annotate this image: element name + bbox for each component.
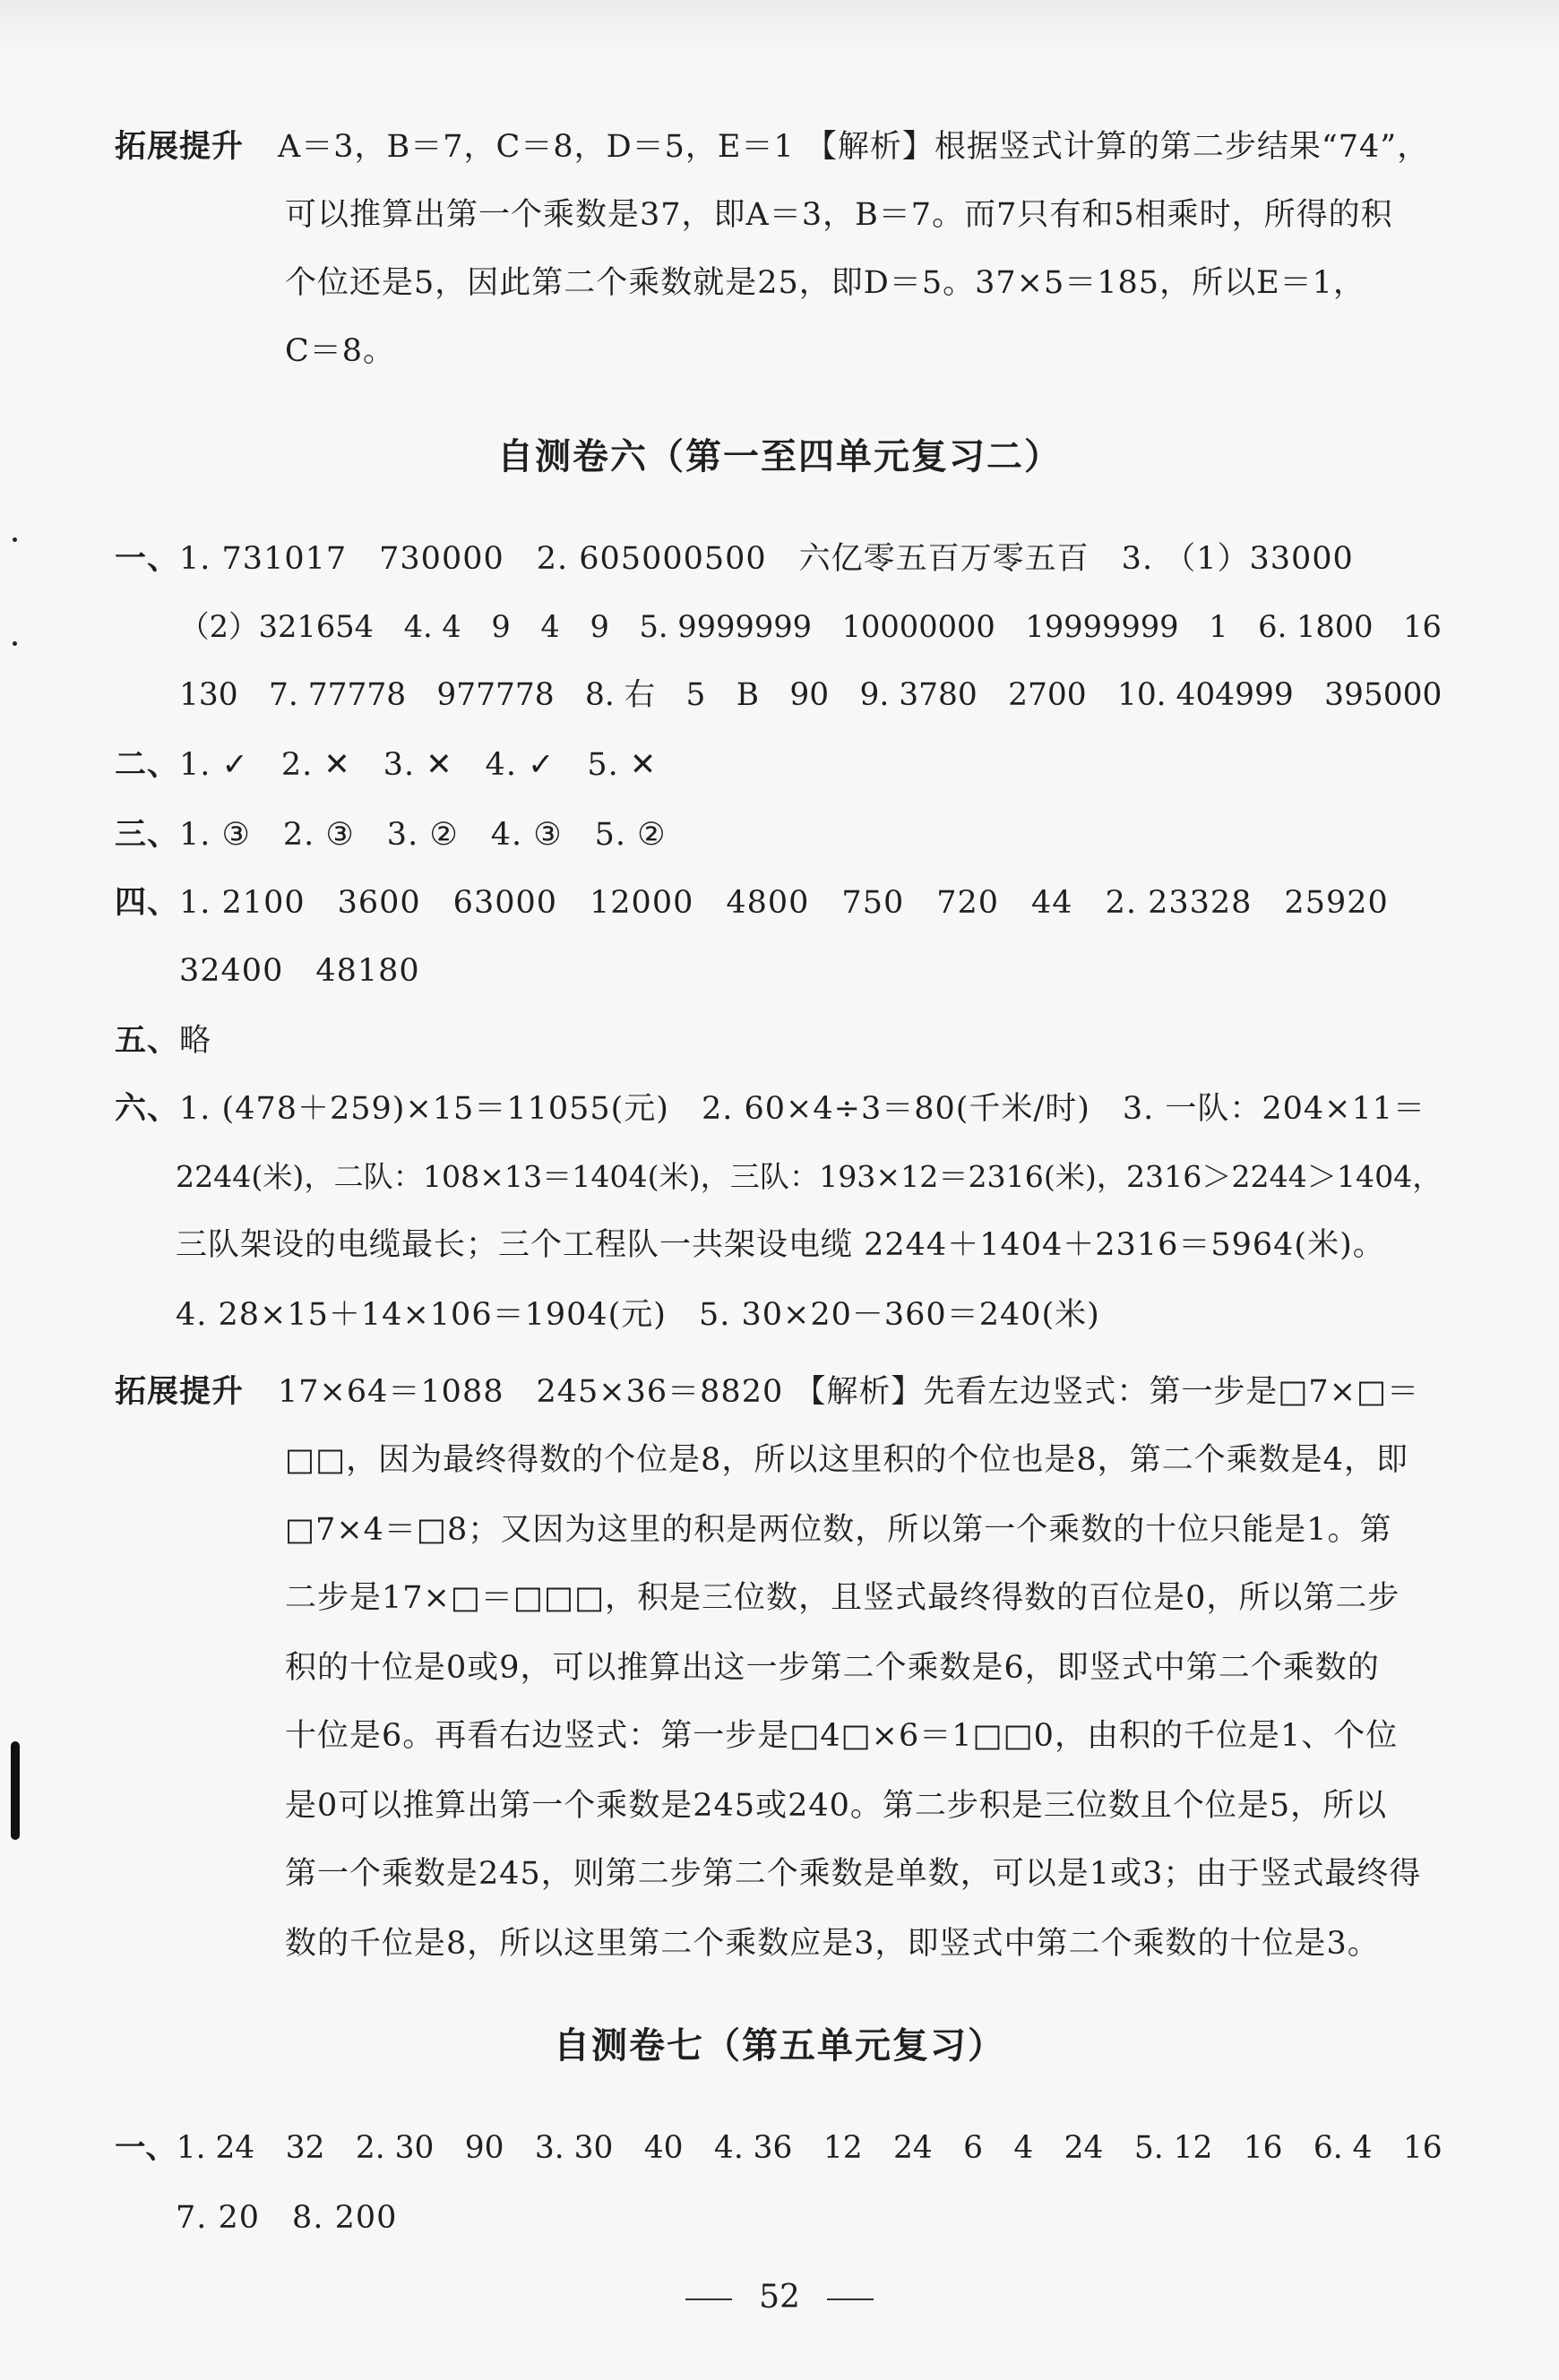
answer-line [115,1019,211,1062]
section-label: 六、 [115,1091,180,1127]
section-label: 一、 [115,2130,177,2166]
section-label: 四、 [115,885,180,921]
section-label: 五、 [115,1023,180,1059]
answer-line [285,1714,1398,1757]
footer-dash [827,2298,874,2300]
answer-line [179,949,420,992]
answer-text: 个位还是5，因此第二个乘数就是25，即D＝5。37×5＝185，所以E＝1， [285,265,1365,301]
answer-line [115,743,657,786]
scan-shadow [0,0,1559,54]
answer-line [115,813,667,856]
page-number: 52 [759,2279,800,2316]
answer-line [285,1784,1387,1827]
section-label: 拓展提升 [115,1374,245,1410]
answer-text: 十位是6。再看右边竖式：第一步是□4□×6＝1□□0，由积的千位是1、个位 [285,1718,1399,1754]
answer-text: C＝8。 [285,333,396,369]
answer-line [115,1370,1419,1413]
answer-line [285,262,1365,305]
answer-line [176,2196,397,2239]
section-label: 三、 [115,817,180,853]
answer-text: 32400 48180 [179,953,420,989]
answer-line [285,1646,1380,1689]
answer-text: 17×64＝1088 245×36＝8820 【解析】先看左边竖式：第一步是□7×□＝ [278,1374,1420,1410]
answer-text: 三队架设的电缆最长；三个工程队一共架设电缆 2244＋1404＋2316＝5964(米)。 [176,1227,1385,1263]
footer-dash [685,2298,732,2300]
answer-line [285,1577,1400,1620]
answer-text: A＝3，B＝7，C＝8，D＝5，E＝1 【解析】根据竖式计算的第二步结果“74”， [278,129,1430,165]
section-label: 拓展提升 [115,129,245,165]
section-label: 一、 [115,541,180,577]
answer-line [115,125,1429,168]
answer-line [115,537,1354,580]
answer-text: 是0可以推算出第一个乘数是245或240。第二步积是三位数且个位是5，所以 [285,1788,1388,1824]
answer-text: 数的千位是8，所以这里第二个乘数应是3，即竖式中第二个乘数的十位是3。 [285,1926,1380,1962]
answer-line [176,1224,1385,1267]
answer-line [176,1156,1442,1199]
section-label: 二、 [115,747,180,783]
section-title: 自测卷七（第五单元复习） [554,2025,1005,2066]
answer-text: 1. (478＋259)×15＝11055(元) 2. 60×4÷3＝80(千米/时) 3. 一队：204×11＝ [179,1091,1426,1127]
binding-mark [11,1741,20,1840]
answer-text: 1. 731017 730000 2. 605000500 六亿零五百万零五百 3. （1）33000 [179,541,1354,577]
answer-text: □□，因为最终得数的个位是8，所以这里积的个位也是8，第二个乘数是4，即 [285,1442,1408,1478]
scan-mark [13,641,17,646]
answer-text: 4. 28×15＋14×106＝1904(元) 5. 30×20－360＝240(米) [176,1297,1100,1333]
answer-text: 2244(米)，二队：108×13＝1404(米)，三队：193×12＝2316(米)，2316＞2244＞1404， [176,1159,1443,1194]
answer-text: 可以推算出第一个乘数是37，即A＝3，B＝7。而7只有和5相乘时，所得的积 [285,197,1393,233]
page-number-footer [0,2275,1559,2320]
answer-line [115,1087,1425,1130]
answer-line [285,330,395,373]
answer-line [179,606,1442,649]
answer-text: □7×4＝□8；又因为这里的积是两位数，所以第一个乘数的十位只能是1。第 [285,1512,1392,1548]
scan-mark [13,537,17,542]
answer-text: 1. 2100 3600 63000 12000 4800 750 720 44 2. 23328 25920 [179,885,1389,921]
answer-line [115,881,1389,924]
answer-line [285,1852,1421,1895]
answer-text: 第一个乘数是245，则第二步第二个乘数是单数，可以是1或3；由于竖式最终得 [285,1856,1422,1892]
answer-text: 7. 20 8. 200 [176,2200,398,2236]
answer-text: 1. ③ 2. ③ 3. ② 4. ③ 5. ② [179,817,667,853]
answer-text: （2）321654 4. 4 9 4 9 5. 9999999 10000000 19999999 1 6. 1800 16 [179,609,1442,644]
answer-line [115,2127,1443,2169]
answer-text: 略 [179,1023,212,1059]
answer-line [285,1508,1392,1551]
answer-line [285,193,1393,236]
answer-text: 1. 24 32 2. 30 90 3. 30 40 4. 36 12 24 6 4 24 5. 12 16 6. 4 16 [176,2130,1443,2166]
answer-line [285,1922,1380,1965]
answer-line [285,1439,1408,1482]
answer-text: 二步是17×□＝□□□，积是三位数，且竖式最终得数的百位是0，所以第二步 [285,1580,1400,1616]
answer-line [176,1293,1100,1336]
answer-text: 积的十位是0或9，可以推算出这一步第二个乘数是6，即竖式中第二个乘数的 [285,1650,1380,1686]
answer-text: 1. ✓ 2. ✕ 3. ✕ 4. ✓ 5. ✕ [179,747,658,783]
answer-text: 130 7. 77778 977778 8. 右 5 B 90 9. 3780 2700 10. 404999 395000 [179,677,1443,713]
answer-line [179,674,1442,717]
section-title: 自测卷六（第一至四单元复习二） [497,436,1062,477]
